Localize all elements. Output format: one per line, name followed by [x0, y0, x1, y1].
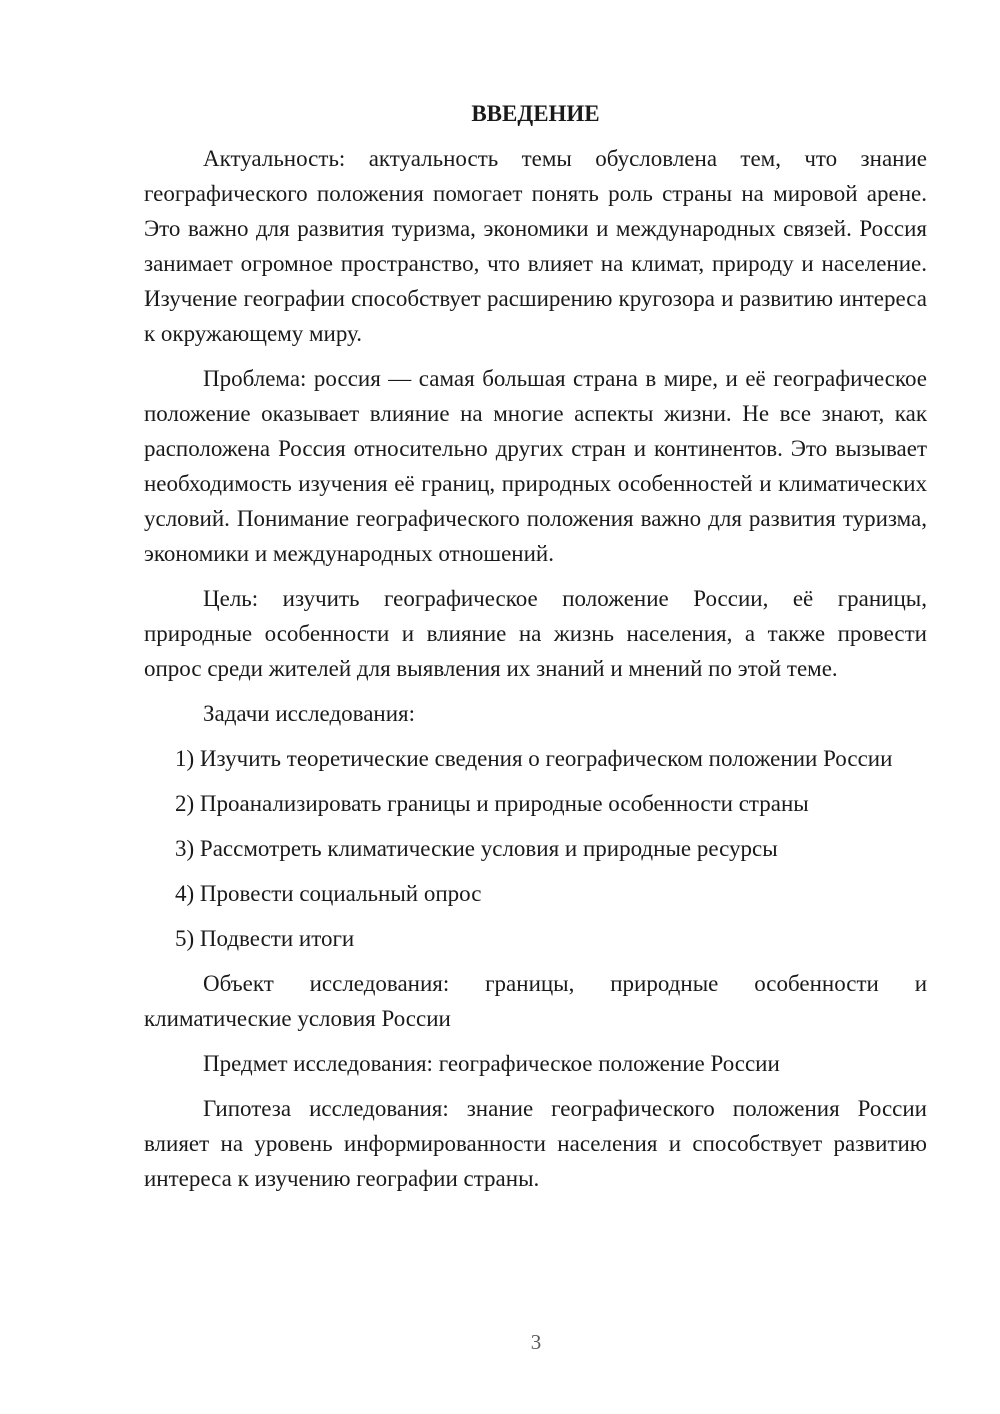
tasks-title: Задачи исследования: [203, 701, 416, 726]
task-item: 3) Рассмотреть климатические условия и природные ресурсы [175, 836, 778, 861]
document-body [144, 96, 927, 1206]
problem-paragraph: Проблема: россия — самая большая страна в мире, и её географическое положение оказывает влияние на многие аспекты жизни. Не все знают, как расположена Россия относительно других стран и континентов. Это вызывает необходимость изучения её границ, природных особенностей и климатических условий. Понимание географического положения важно для развития туризма, экономики и международных отношений. [144, 366, 927, 566]
relevance-paragraph: Актуальность: актуальность темы обусловлена тем, что знание географического положения помогает понять роль страны на мировой арене. Это важно для развития туризма, экономики и международных связей. Россия занимает огромное пространство, что влияет на климат, природу и население. Изучение географии способствует расширению кругозора и развитию интереса к окружающему миру. [144, 146, 927, 346]
section-heading: ВВЕДЕНИЕ [471, 101, 600, 126]
page-number: 3 [530, 1330, 542, 1354]
task-item: 5) Подвести итоги [175, 926, 355, 951]
task-item: 2) Проанализировать границы и природные особенности страны [175, 791, 809, 816]
task-item: 4) Провести социальный опрос [175, 881, 482, 906]
object-paragraph: Объект исследования: границы, природные особенности и климатические условия России [144, 971, 927, 1031]
goal-paragraph: Цель: изучить географическое положение России, её границы, природные особенности и влияние на жизнь населения, а также провести опрос среди жителей для выявления их знаний и мнений по этой теме. [144, 586, 927, 681]
hypothesis-paragraph: Гипотеза исследования: знание географического положения России влияет на уровень информированности населения и способствует развитию интереса к изучению географии страны. [144, 1096, 927, 1191]
task-item: 1) Изучить теоретические сведения о географическом положении России [175, 746, 893, 771]
subject-paragraph: Предмет исследования: географическое положение России [203, 1051, 780, 1076]
